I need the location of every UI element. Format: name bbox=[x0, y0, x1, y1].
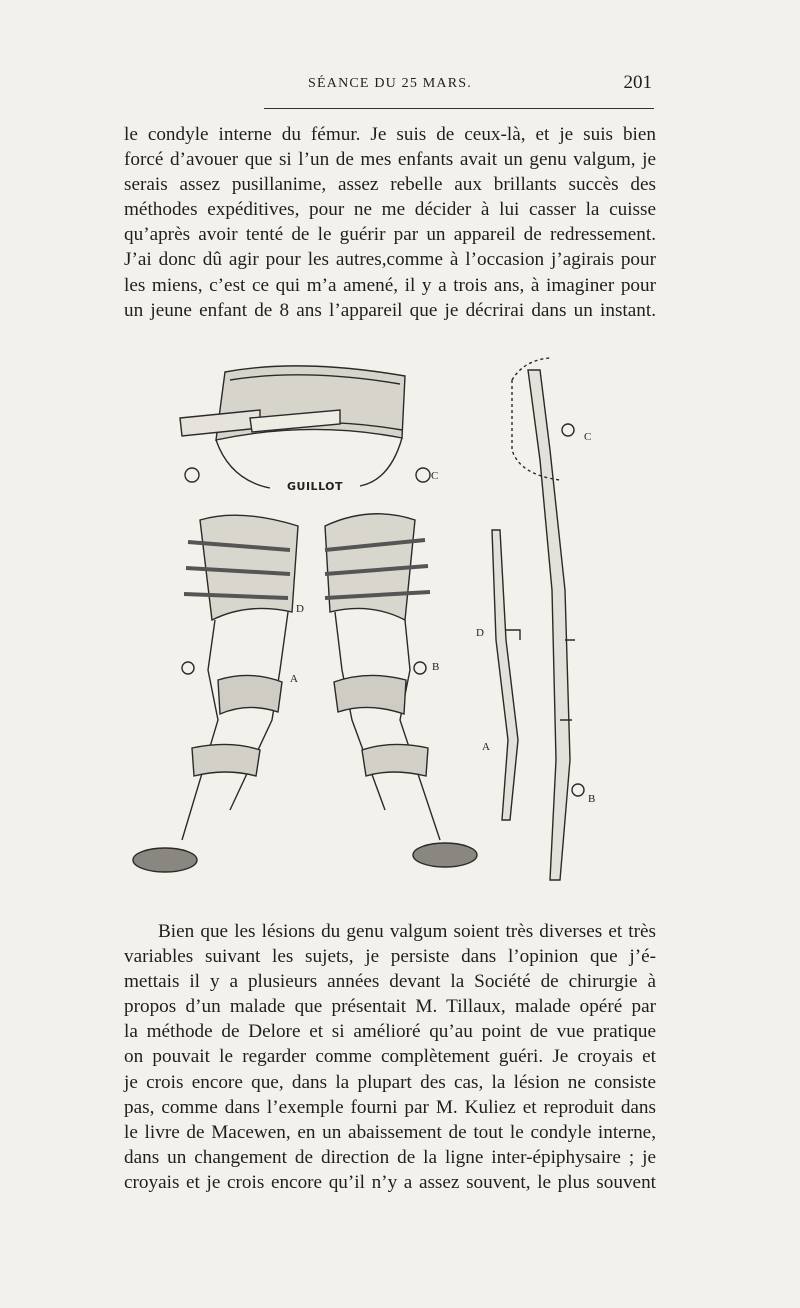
text-line: pas, comme dans l’exemple fourni par M. Kuliez et reproduit dans bbox=[124, 1096, 656, 1118]
left-knee-band bbox=[218, 675, 282, 714]
right-foot-plate bbox=[413, 843, 477, 867]
orthopedic-brace-figure bbox=[120, 340, 640, 900]
text-line: un jeune enfant de 8 ans l’appareil que je décrirai dans un instant. bbox=[124, 299, 656, 321]
running-title: SÉANCE DU 25 MARS. bbox=[308, 76, 472, 91]
text-line: on pouvait le regarder comme complètement guéri. Je croyais et bbox=[124, 1046, 656, 1068]
text-line: serais assez pusillanime, assez rebelle aux brillants succès des bbox=[124, 174, 656, 196]
text-line: croyais et je crois encore qu’il n’y a assez souvent, le plus souvent bbox=[124, 1171, 656, 1193]
label-b-main: B bbox=[432, 661, 440, 673]
paragraph-2 bbox=[124, 919, 656, 1195]
side-view-upright bbox=[528, 370, 570, 880]
label-a-main: A bbox=[290, 673, 298, 685]
label-c-left: C bbox=[431, 470, 439, 482]
text-line: mettais il y a plusieurs années devant la Société de chirurgie à bbox=[124, 971, 656, 993]
text-line: propos d’un malade que présentait M. Tillaux, malade opéré par bbox=[124, 996, 656, 1018]
text-line: Bien que les lésions du genu valgum soient très diverses et très bbox=[158, 921, 656, 942]
left-thigh-cuff bbox=[200, 515, 298, 620]
text-line: je crois encore que, dans la plupart des cas, la lésion ne consiste bbox=[124, 1071, 656, 1093]
page-number: 201 bbox=[623, 72, 652, 93]
maker-mark: GUILLOT bbox=[287, 480, 344, 493]
header-rule bbox=[264, 108, 654, 109]
text-line: méthodes expéditives, pour ne me décider à lui casser la cuisse bbox=[124, 199, 656, 221]
right-knee-band bbox=[334, 675, 406, 714]
left-foot-plate bbox=[133, 848, 197, 872]
label-d-side: D bbox=[476, 627, 484, 639]
label-a-side: A bbox=[482, 741, 490, 753]
side-view-knee-piece bbox=[492, 530, 518, 820]
label-d-main: D bbox=[296, 603, 304, 615]
text-line: dans un changement de direction de la ligne inter-épiphysaire ; je bbox=[124, 1146, 656, 1168]
text-line: forcé d’avouer que si l’un de mes enfants avait un genu valgum, je bbox=[124, 149, 656, 171]
text-line: le livre de Macewen, en un abaissement de tout le condyle interne, bbox=[124, 1121, 656, 1143]
page-header bbox=[124, 72, 656, 102]
text-line: les miens, c’est ce qui m’a amené, il y a trois ans, à imaginer pour bbox=[124, 274, 656, 296]
label-b-side: B bbox=[588, 793, 596, 805]
brace-illustration bbox=[120, 340, 640, 900]
label-c-right: C bbox=[584, 431, 592, 443]
text-line: le condyle interne du fémur. Je suis de ceux-là, et je suis bien bbox=[124, 124, 656, 145]
paragraph-1 bbox=[124, 122, 656, 323]
text-line: la méthode de Delore et si amélioré qu’au point de vue pratique bbox=[124, 1021, 656, 1043]
text-line: variables suivant les sujets, je persiste dans l’opinion que j’é- bbox=[124, 946, 656, 968]
text-line: J’ai donc dû agir pour les autres,comme à l’occasion j’agirais pour bbox=[124, 249, 656, 271]
text-line: qu’après avoir tenté de le guérir par un appareil de redressement. bbox=[124, 224, 656, 246]
